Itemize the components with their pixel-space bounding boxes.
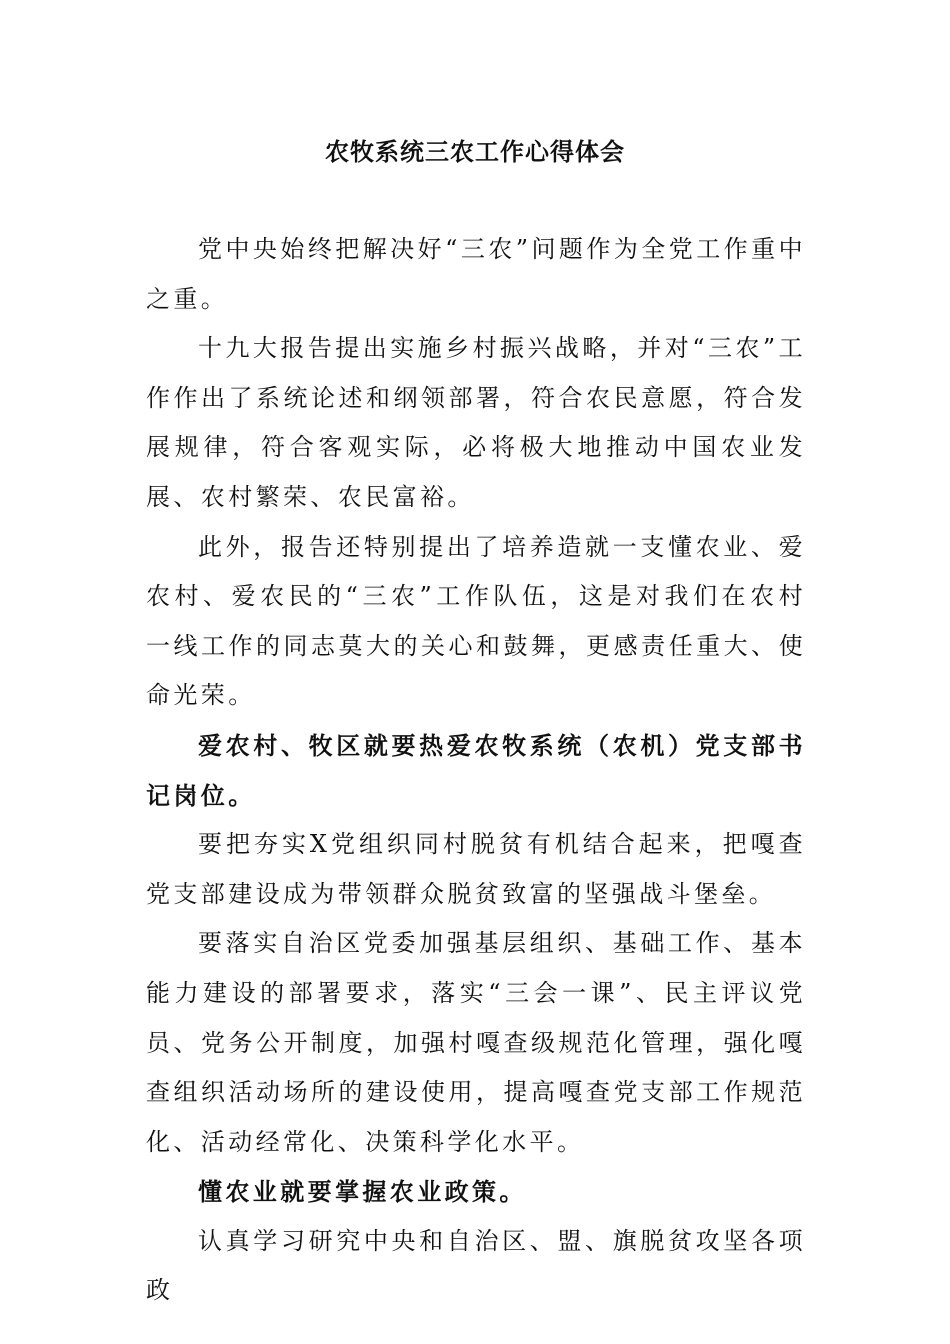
paragraph: 要把夯实X党组织同村脱贫有机结合起来，把嘎查党支部建设成为带领群众脱贫致富的坚强战斗堡垒。 [146, 830, 806, 908]
paragraph: 此外，报告还特别提出了培养造就一支懂农业、爱农村、爱农民的“三农”工作队伍，这是对我们在农村一线工作的同志莫大的关心和鼓舞，更感责任重大、使命光荣。 [146, 532, 806, 710]
paragraph: 十九大报告提出实施乡村振兴战略，并对“三农”工作作出了系统论述和纲领部署，符合农民意愿，符合发展规律，符合客观实际，必将极大地推动中国农业发展、农村繁荣、农民富裕。 [146, 334, 806, 511]
document-body [146, 225, 806, 1316]
paragraph: 认真学习研究中央和自治区、盟、旗脱贫攻坚各项政 [146, 1226, 806, 1305]
section-heading: 懂农业就要掌握农业政策。 [198, 1177, 527, 1207]
paragraph: 要落实自治区党委加强基层组织、基础工作、基本能力建设的部署要求，落实“三会一课”、民主评议党员、党务公开制度，加强村嘎查级规范化管理，强化嘎查组织活动场所的建设使用，提高嘎查党支部工作规范化、活动经常化、决策科学化水平。 [146, 929, 806, 1156]
paragraph: 党中央始终把解决好“三农”问题作为全党工作重中之重。 [146, 235, 806, 313]
document-title: 农牧系统三农工作心得体会 [325, 137, 625, 166]
section-heading: 爱农村、牧区就要热爱农牧系统（农机）党支部书记岗位。 [146, 730, 806, 810]
